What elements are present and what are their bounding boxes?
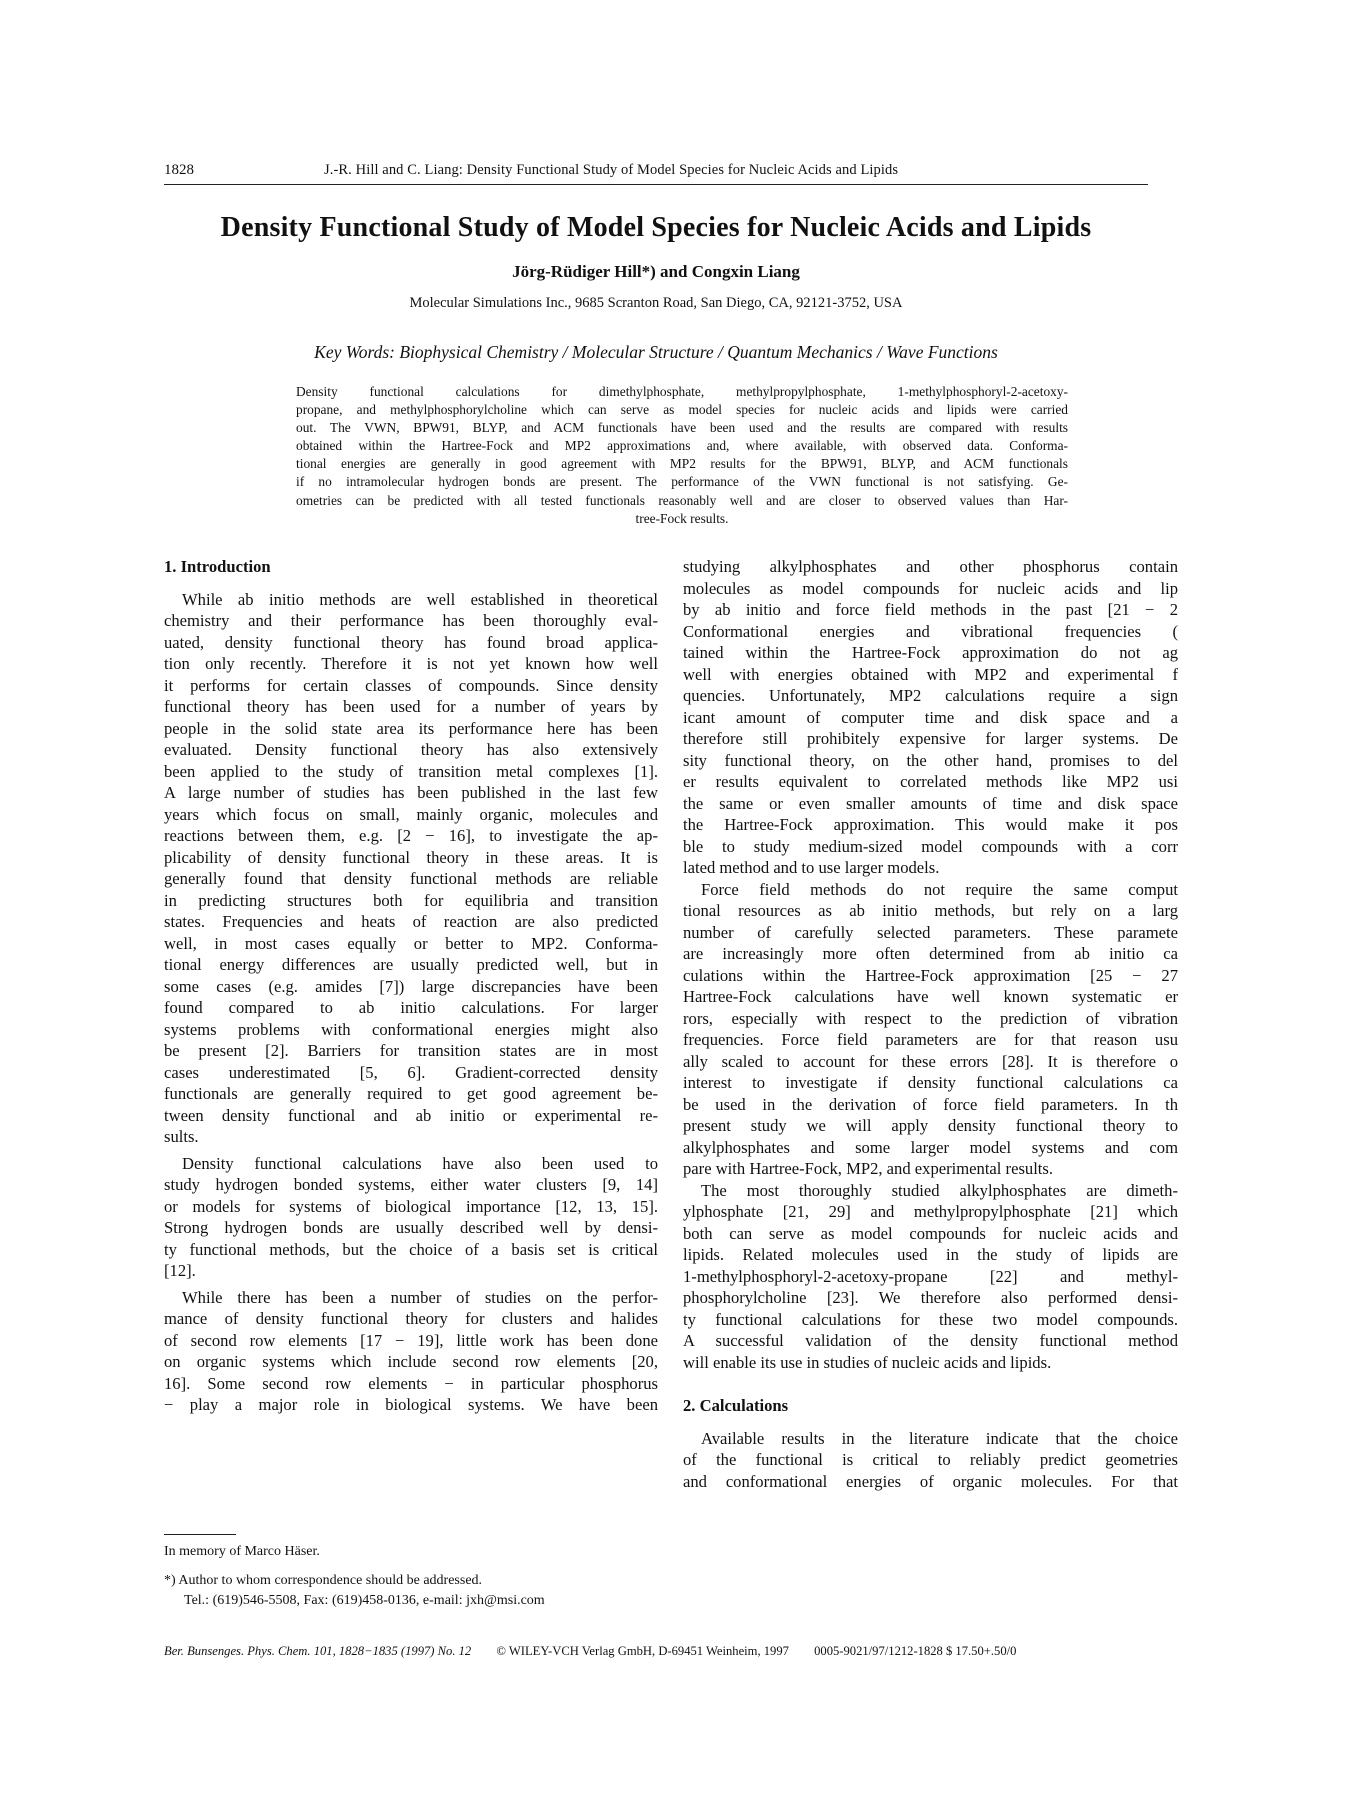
paragraph-line: some cases (e.g. amides [7]) large discrepancies have been — [164, 976, 658, 996]
paragraph-line: [12]. — [164, 1261, 196, 1280]
paragraph-line: Hartree-Fock calculations have well known systematic er — [683, 987, 1178, 1006]
paragraph-line: it performs for certain classes of compounds. Since density — [164, 675, 658, 695]
running-title: J.-R. Hill and C. Liang: Density Functional Study of Model Species for Nucleic Acids and Lipids — [324, 162, 899, 178]
paragraph-line: 16]. Some second row elements − in particular phosphorus — [164, 1373, 658, 1393]
paragraph-line: tained within the Hartree-Fock approximation do not ag — [683, 643, 1178, 662]
paragraph-line: years which focus on small, mainly organic, molecules and — [164, 804, 658, 824]
abstract-line: tree-Fock results. — [635, 510, 729, 526]
paragraph-line: lated method and to use larger models. — [683, 858, 940, 877]
paragraph-line: or models for systems of biological importance [12, 13, 15]. — [164, 1196, 658, 1216]
abstract-line: Density functional calculations for dimethylphosphate, methylpropylphosphate, 1-methylphosphoryl-2-acetoxy- — [296, 384, 1068, 399]
paragraph-line: While ab initio methods are well established in theoretical — [182, 589, 658, 609]
paragraph-line: tion only recently. Therefore it is not yet known how well — [164, 654, 658, 673]
paragraph-line: molecules as model compounds for nucleic acids and lip — [683, 578, 1178, 598]
abstract-line: out. The VWN, BPW91, BLYP, and ACM functionals have been used and the results are compared with results — [296, 420, 1068, 436]
paragraph-line: on organic systems which include second row elements [20, — [164, 1352, 658, 1371]
paragraph-line: ty functional methods, but the choice of a basis set is critical — [164, 1239, 658, 1259]
paragraph-line: cases underestimated [5, 6]. Gradient-corrected density — [164, 1062, 658, 1082]
paragraph-line: ally scaled to account for these errors [28]. It is therefore o — [683, 1051, 1178, 1071]
footer-code: 0005-9021/97/1212-1828 $ 17.50+.50/0 — [814, 1644, 1017, 1658]
abstract — [296, 383, 1068, 528]
paragraph-line: generally found that density functional methods are reliable — [164, 869, 658, 888]
paragraph-line: functionals are generally required to get good agreement be- — [164, 1084, 658, 1103]
paragraph-line: studying alkylphosphates and other phosphorus contain — [683, 557, 1178, 576]
paragraph-line: be present [2]. Barriers for transition states are in most — [164, 1041, 658, 1060]
paragraph-line: chemistry and their performance has been thoroughly eval- — [164, 611, 658, 630]
paragraph-line: present study we will apply density functional theory to — [683, 1116, 1178, 1135]
paragraph-line: people in the solid state area its performance here has been — [164, 718, 658, 738]
footnote-contact: Tel.: (619)546-5508, Fax: (619)458-0136, e-mail: jxh@msi.com — [184, 1593, 545, 1608]
footer-citation: Ber. Bunsenges. Phys. Chem. 101, 1828−1835 (1997) No. 12 — [164, 1644, 472, 1658]
paragraph-line: found compared to ab initio calculations. For larger — [164, 998, 658, 1017]
paragraph-line: alkylphosphates and some larger model systems and com — [683, 1137, 1178, 1157]
introduction-body — [164, 589, 658, 1416]
footnote-memory: In memory of Marco Häser. — [164, 1544, 320, 1559]
paragraph-line: quencies. Unfortunately, MP2 calculations require a sign — [683, 686, 1178, 705]
paragraph-line: been applied to the study of transition metal complexes [1]. — [164, 761, 658, 781]
paragraph-line: mance of density functional theory for clusters and halides — [164, 1309, 658, 1328]
affiliation: Molecular Simulations Inc., 9685 Scranton Road, San Diego, CA, 92121-3752, USA — [409, 295, 903, 311]
paragraph-line: by ab initio and force field methods in the past [21 − 2 — [683, 600, 1178, 619]
paragraph-line: Available results in the literature indicate that the choice — [701, 1428, 1178, 1448]
paragraph-line: systems problems with conformational energies might also — [164, 1019, 658, 1039]
paragraph-line: 1-methylphosphoryl-2-acetoxy-propane [22] and methyl- — [683, 1266, 1178, 1286]
paragraph-line: Conformational energies and vibrational frequencies ( — [683, 621, 1178, 641]
paragraph-line: be used in the derivation of force field parameters. In th — [683, 1094, 1178, 1114]
page-number: 1828 — [164, 162, 194, 178]
footnote-correspondence: *) Author to whom correspondence should be addressed. — [164, 1573, 483, 1588]
abstract-line: if no intramolecular hydrogen bonds are present. The performance of the VWN functional is not satisfying. Ge- — [296, 474, 1068, 490]
paragraph-line: phosphorylcholine [23]. We therefore also performed densi- — [683, 1288, 1178, 1307]
paragraph-line: tween density functional and ab initio or experimental re- — [164, 1105, 658, 1125]
paragraph-line: evaluated. Density functional theory has also extensively — [164, 740, 658, 759]
paragraph-line: the same or even smaller amounts of time and disk space — [683, 793, 1178, 813]
paragraph-line: study hydrogen bonded systems, either water clusters [9, 14] — [164, 1175, 658, 1194]
paragraph-line: tional energy differences are usually predicted well, but in — [164, 955, 658, 974]
footnotes — [164, 1542, 658, 1611]
paragraph-line: of the functional is critical to reliably predict geometries — [683, 1450, 1178, 1469]
paragraph-line: tional resources as ab initio methods, but rely on a larg — [683, 901, 1178, 920]
footer-publisher: © WILEY-VCH Verlag GmbH, D-69451 Weinheim, 1997 — [496, 1644, 789, 1658]
paragraph-line: are increasingly more often determined from ab initio ca — [683, 944, 1178, 963]
paragraph-line: therefore still prohibitely expensive for larger systems. De — [683, 729, 1178, 748]
footnote-rule — [164, 1534, 236, 1535]
paragraph-line: pare with Hartree-Fock, MP2, and experimental results. — [683, 1159, 1054, 1178]
authors: Jörg-Rüdiger Hill*) and Congxin Liang — [512, 262, 800, 281]
paragraph-line: well, in most cases equally or better to MP2. Conforma- — [164, 933, 658, 953]
paragraph-line: The most thoroughly studied alkylphosphates are dimeth- — [701, 1180, 1178, 1200]
paragraph-line: both can serve as model compounds for nucleic acids and — [683, 1223, 1178, 1243]
paragraph-line: and conformational energies of organic molecules. For that — [683, 1471, 1178, 1491]
running-header — [164, 162, 1148, 185]
paragraph-line: Strong hydrogen bonds are usually described well by densi- — [164, 1218, 658, 1237]
paragraph-line: er results equivalent to correlated methods like MP2 usi — [683, 772, 1178, 791]
right-column — [683, 556, 1178, 1492]
introduction-continued-body — [683, 556, 1178, 1373]
abstract-line: obtained within the Hartree-Fock and MP2 approximations and, where available, with observed data. Conforma- — [296, 438, 1068, 454]
paragraph-line: rors, especially with respect to the prediction of vibration — [683, 1008, 1178, 1028]
paragraph-line: Force field methods do not require the same comput — [701, 879, 1178, 899]
paragraph-line: A large number of studies has been published in the last few — [164, 783, 658, 802]
paragraph-line: uated, density functional theory has found broad applica- — [164, 632, 658, 652]
paragraph-line: well with energies obtained with MP2 and experimental f — [683, 664, 1178, 684]
paragraph-line: lipids. Related molecules used in the study of lipids are — [683, 1245, 1178, 1264]
paragraph-line: states. Frequencies and heats of reaction are also predicted — [164, 912, 658, 931]
keywords: Key Words: Biophysical Chemistry / Molecular Structure / Quantum Mechanics / Wave Functions — [314, 342, 998, 362]
paragraph-line: functional theory has been used for a number of years by — [164, 697, 658, 716]
left-column — [164, 556, 658, 1416]
paragraph-line: icant amount of computer time and disk space and a — [683, 707, 1178, 727]
paragraph-line: ble to study medium-sized model compounds with a corr — [683, 836, 1178, 856]
paragraph-line: will enable its use in studies of nucleic acids and lipids. — [683, 1352, 1052, 1372]
paragraph-line: sity functional theory, on the other hand, promises to del — [683, 750, 1178, 770]
paragraph-line: reactions between them, e.g. [2 − 16], to investigate the ap- — [164, 826, 658, 845]
article-title: Density Functional Study of Model Species for Nucleic Acids and Lipids — [220, 212, 1092, 243]
abstract-line: propane, and methylphosphorylcholine which can serve as model species for nucleic acids and lipids were carried — [296, 402, 1068, 418]
paragraph-line: number of carefully selected parameters. These paramete — [683, 922, 1178, 942]
paragraph-line: − play a major role in biological systems. We have been — [164, 1395, 658, 1414]
section-heading-introduction: 1. Introduction — [164, 557, 271, 576]
abstract-line: ometries can be predicted with all tested functionals reasonably well and are closer to observed values than Har- — [296, 492, 1068, 508]
paragraph-line: in predicting structures both for equilibria and transition — [164, 890, 658, 910]
paragraph-line: A successful validation of the density functional method — [683, 1331, 1178, 1350]
paragraph-line: of second row elements [17 − 19], little work has been done — [164, 1330, 658, 1350]
journal-footer — [164, 1644, 1184, 1659]
paragraph-line: the Hartree-Fock approximation. This would make it pos — [683, 815, 1178, 834]
paragraph-line: While there has been a number of studies on the perfor- — [182, 1287, 658, 1307]
paragraph-line: sults. — [164, 1127, 199, 1146]
paragraph-line: frequencies. Force field parameters are for that reason usu — [683, 1030, 1178, 1049]
paragraph-line: interest to investigate if density functional calculations ca — [683, 1073, 1178, 1092]
paragraph-line: Density functional calculations have also been used to — [182, 1153, 658, 1173]
paragraph-line: culations within the Hartree-Fock approximation [25 − 27 — [683, 965, 1178, 985]
abstract-line: tional energies are generally in good agreement with MP2 results for the BPW91, BLYP, and ACM functionals — [296, 456, 1068, 472]
calculations-body — [683, 1428, 1178, 1493]
paragraph-line: ylphosphate [21, 29] and methylpropylphosphate [21] which — [683, 1202, 1178, 1221]
paragraph-line: plicability of density functional theory in these areas. It is — [164, 847, 658, 867]
section-heading-calculations: 2. Calculations — [683, 1396, 789, 1415]
paragraph-line: ty functional calculations for these two model compounds. — [683, 1309, 1178, 1329]
